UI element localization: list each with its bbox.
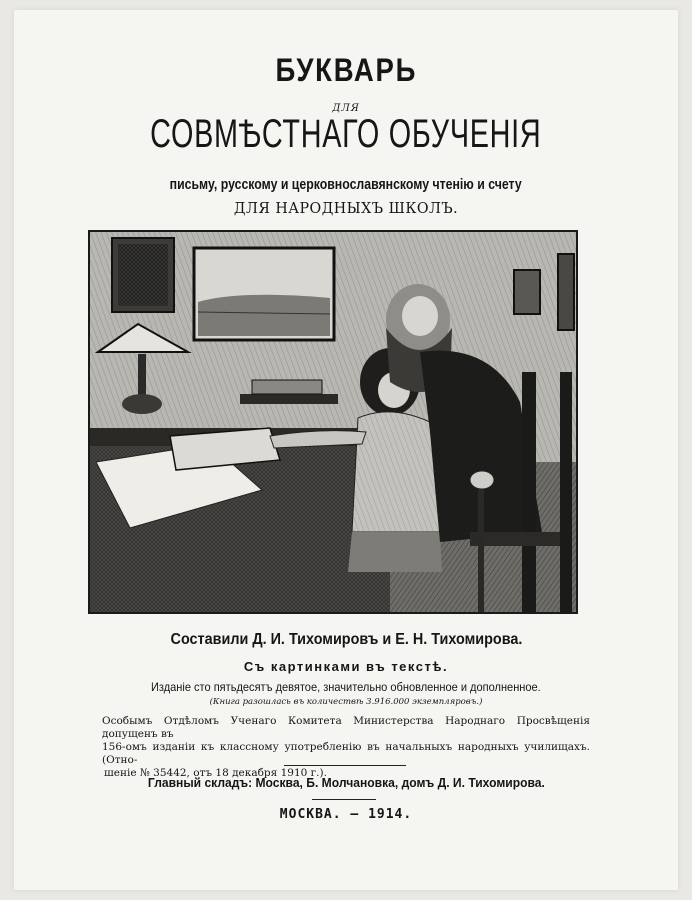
approval-paragraph	[102, 715, 590, 780]
circulation-note: (Книга разошлась въ количествѣ 3.916.000 экземпляровъ.)	[209, 697, 483, 707]
title-subjects-list: письму, русскому и церковнославянскому чтенію и счету	[169, 176, 523, 193]
city-year-line: МОСКВА. — 1914.	[279, 807, 413, 822]
authors-line: Составили Д. И. Тихомировъ и Е. Н. Тихомирова.	[170, 631, 522, 648]
approval-line-2: 156-омъ изданіи къ классному употребленію въ начальныхъ народныхъ училищахъ. (Отно-	[102, 741, 590, 766]
teacher-and-child-engraving-icon	[90, 232, 576, 612]
divider-2	[312, 799, 376, 800]
pictures-note: Съ картинками въ текстѣ.	[243, 659, 449, 674]
warehouse-line: Главный складъ: Москва, Б. Молчановка, домъ Д. И. Тихомирова.	[147, 775, 545, 790]
edition-line: Изданіе сто пятьдесятъ девятое, значительно обновленное и дополненное.	[151, 680, 541, 694]
title-subject: СОВМѢСТНАГО ОБУЧЕНІЯ	[150, 112, 542, 156]
approval-line-1: Особымъ Отдѣломъ Ученаго Комитета Министерства Народнаго Просвѣщенія допущенъ въ	[102, 715, 590, 740]
book-title: БУКВАРЬ	[275, 52, 417, 88]
approval-line-3: шеніе № 35442, отъ 18 декабря 1910 г.).	[104, 767, 327, 779]
title-audience: ДЛЯ НАРОДНЫХЪ ШКОЛЪ.	[233, 199, 459, 217]
frontispiece-illustration	[88, 230, 578, 614]
title-preposition: ДЛЯ	[332, 103, 360, 114]
divider-1	[284, 765, 406, 766]
